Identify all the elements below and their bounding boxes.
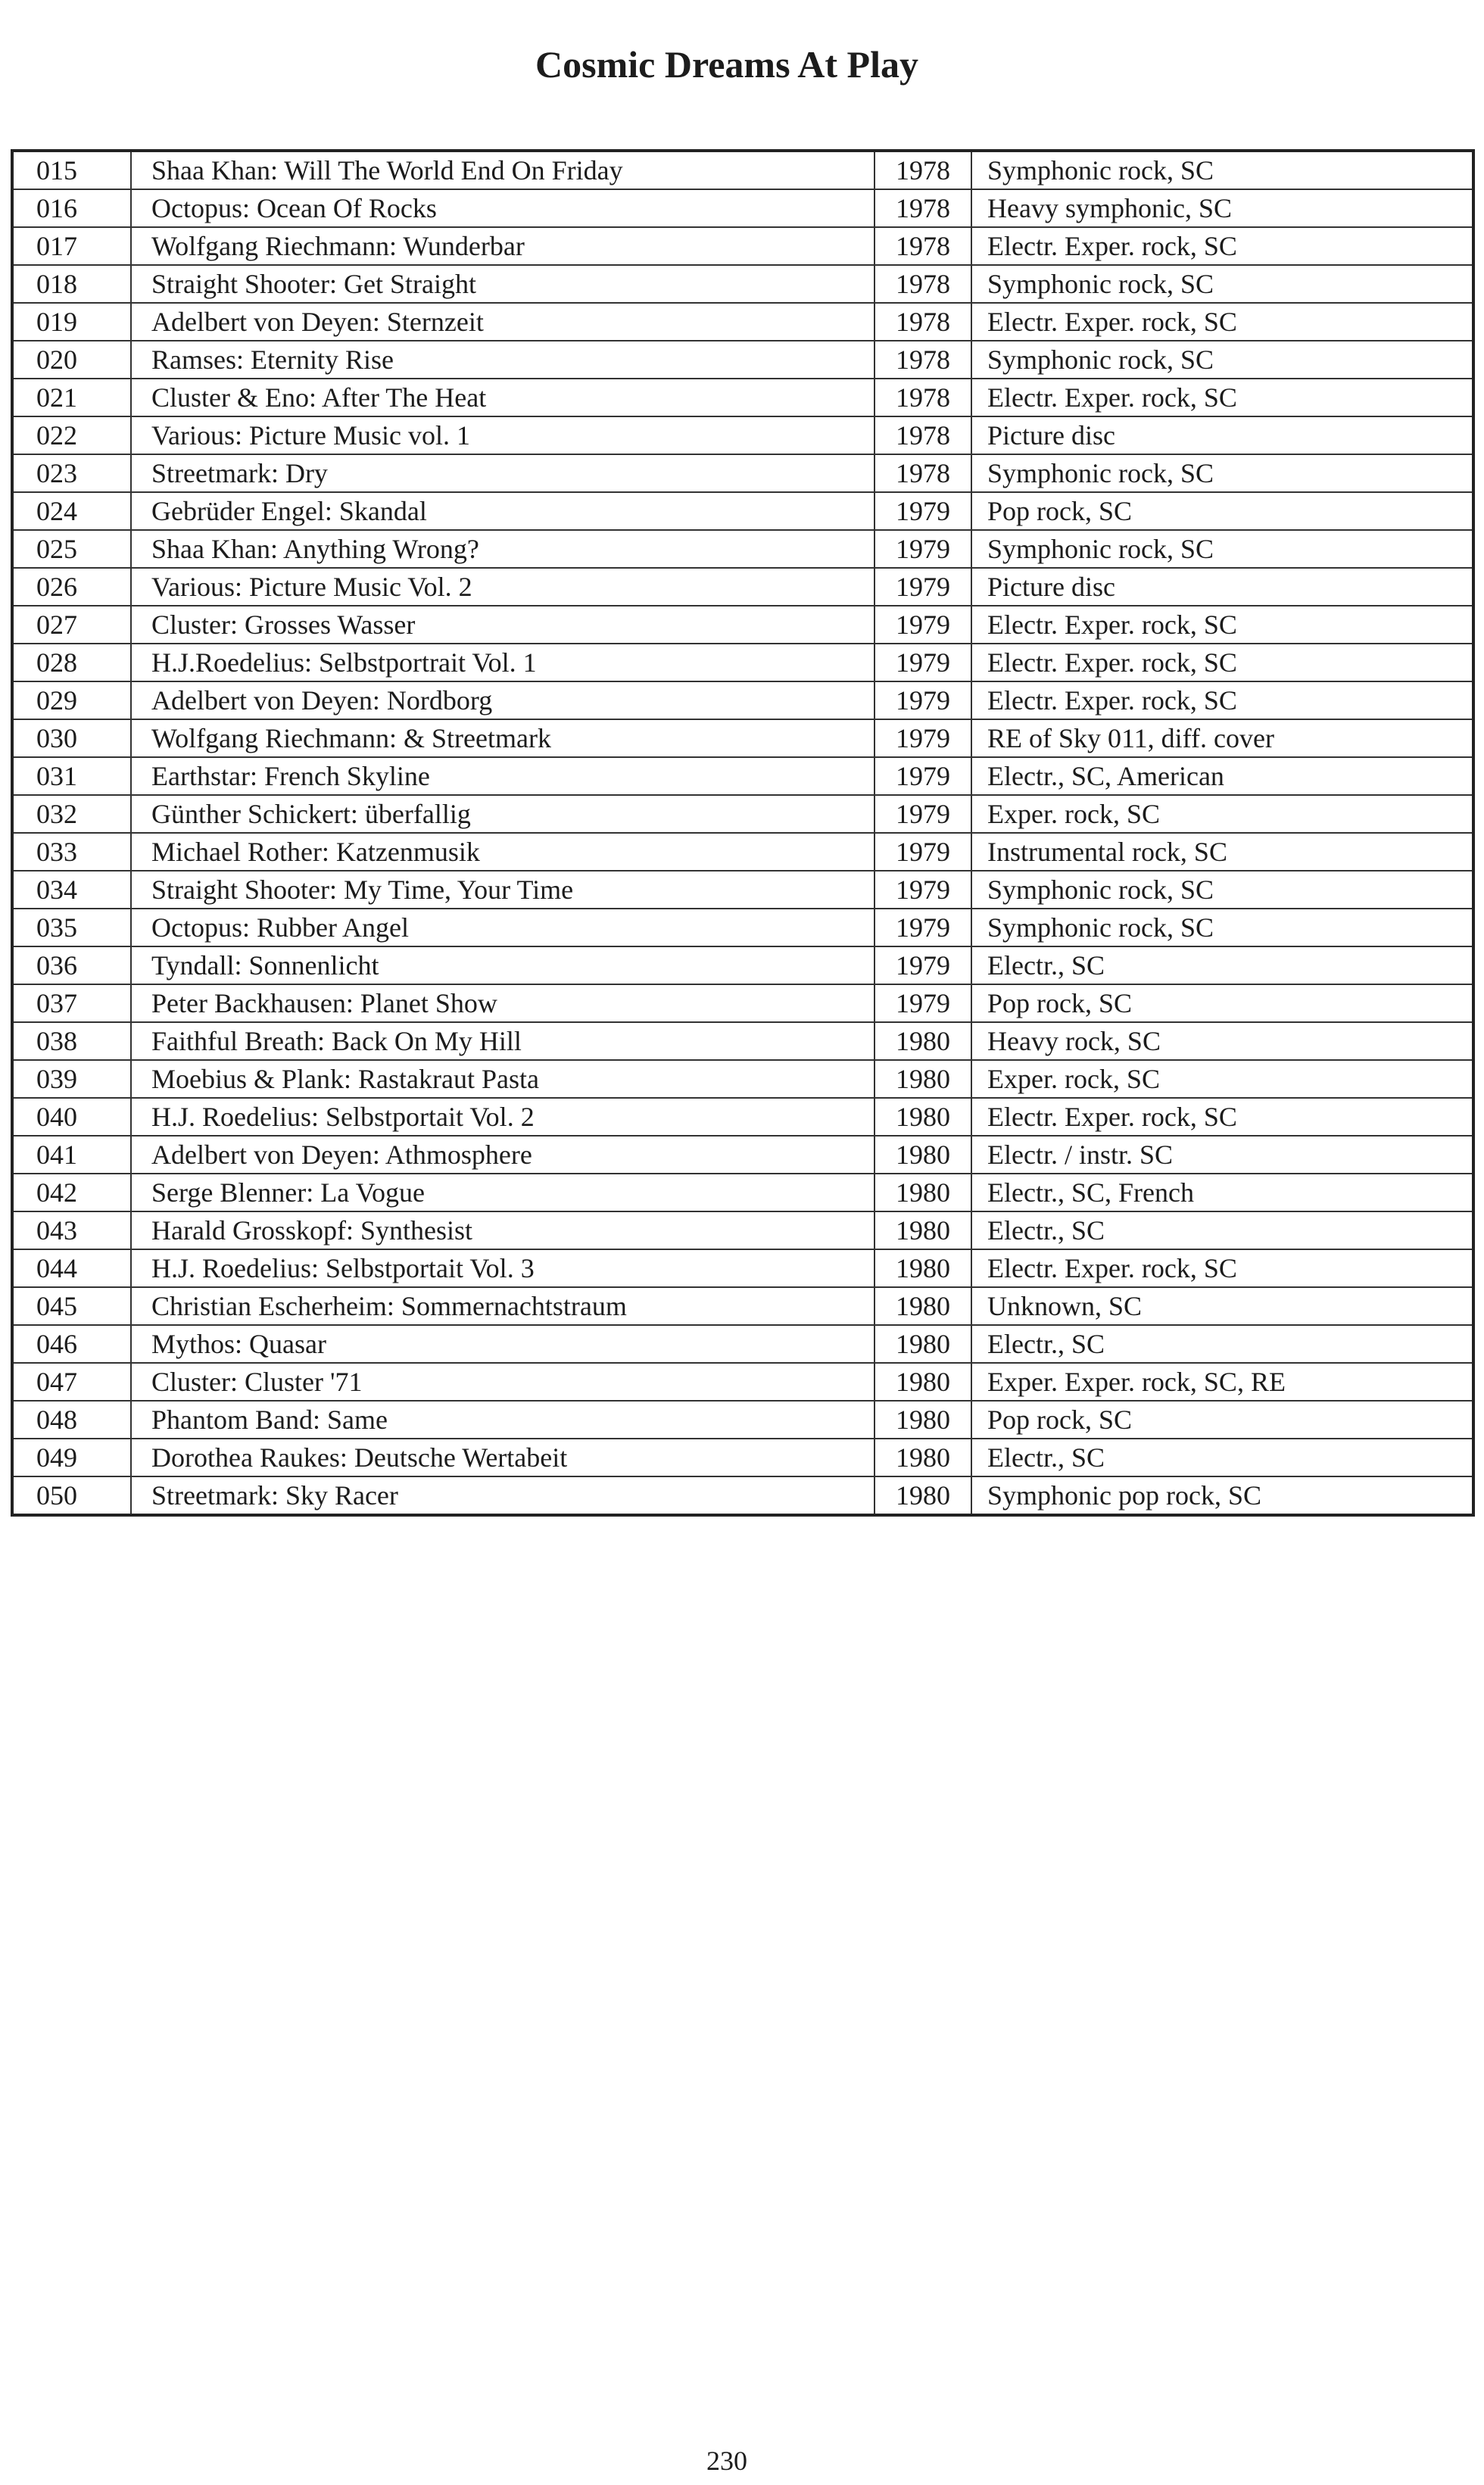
- year-cell: 1979: [874, 719, 971, 757]
- table-row: [14, 644, 1472, 681]
- style-cell: Symphonic rock, SC: [971, 909, 1472, 946]
- year-cell: 1978: [874, 454, 971, 492]
- artist-title-cell: Christian Escherheim: Sommernachtstraum: [131, 1287, 874, 1325]
- table-row: [14, 606, 1472, 644]
- catalog-number-cell: 028: [14, 644, 131, 681]
- catalog-number-cell: 045: [14, 1287, 131, 1325]
- catalog-number-cell: 036: [14, 946, 131, 984]
- artist-title-cell: Gebrüder Engel: Skandal: [131, 492, 874, 530]
- year-cell: 1980: [874, 1287, 971, 1325]
- table-row: [14, 833, 1472, 871]
- style-cell: Symphonic rock, SC: [971, 341, 1472, 379]
- year-cell: 1978: [874, 379, 971, 416]
- year-cell: 1979: [874, 681, 971, 719]
- catalog-number-cell: 020: [14, 341, 131, 379]
- catalog-number-cell: 048: [14, 1401, 131, 1439]
- catalog-number-cell: 025: [14, 530, 131, 568]
- table-row: [14, 530, 1472, 568]
- catalog-number-cell: 050: [14, 1476, 131, 1514]
- year-cell: 1980: [874, 1249, 971, 1287]
- style-cell: Electr., SC: [971, 1211, 1472, 1249]
- style-cell: Exper. rock, SC: [971, 795, 1472, 833]
- catalog-number-cell: 047: [14, 1363, 131, 1401]
- style-cell: Pop rock, SC: [971, 984, 1472, 1022]
- table-row: [14, 152, 1472, 189]
- table-row: [14, 1022, 1472, 1060]
- artist-title-cell: Faithful Breath: Back On My Hill: [131, 1022, 874, 1060]
- table-row: [14, 1060, 1472, 1098]
- style-cell: Exper. Exper. rock, SC, RE: [971, 1363, 1472, 1401]
- table-row: [14, 1211, 1472, 1249]
- year-cell: 1980: [874, 1174, 971, 1211]
- catalog-number-cell: 024: [14, 492, 131, 530]
- style-cell: Pop rock, SC: [971, 492, 1472, 530]
- table-row: [14, 492, 1472, 530]
- artist-title-cell: Tyndall: Sonnenlicht: [131, 946, 874, 984]
- year-cell: 1979: [874, 492, 971, 530]
- year-cell: 1979: [874, 946, 971, 984]
- catalog-number-cell: 017: [14, 227, 131, 265]
- catalog-number-cell: 044: [14, 1249, 131, 1287]
- page-number: 230: [706, 2446, 747, 2476]
- year-cell: 1980: [874, 1211, 971, 1249]
- artist-title-cell: Earthstar: French Skyline: [131, 757, 874, 795]
- catalog-number-cell: 043: [14, 1211, 131, 1249]
- artist-title-cell: Cluster: Cluster '71: [131, 1363, 874, 1401]
- table-row: [14, 1249, 1472, 1287]
- year-cell: 1978: [874, 227, 971, 265]
- table-row: [14, 416, 1472, 454]
- catalog-number-cell: 030: [14, 719, 131, 757]
- year-cell: 1978: [874, 265, 971, 303]
- artist-title-cell: Phantom Band: Same: [131, 1401, 874, 1439]
- year-cell: 1980: [874, 1136, 971, 1174]
- year-cell: 1980: [874, 1363, 971, 1401]
- year-cell: 1979: [874, 833, 971, 871]
- style-cell: Picture disc: [971, 568, 1472, 606]
- year-cell: 1978: [874, 152, 971, 189]
- artist-title-cell: Moebius & Plank: Rastakraut Pasta: [131, 1060, 874, 1098]
- style-cell: Electr. / instr. SC: [971, 1136, 1472, 1174]
- catalog-number-cell: 033: [14, 833, 131, 871]
- table-row: [14, 909, 1472, 946]
- year-cell: 1980: [874, 1060, 971, 1098]
- catalog-number-cell: 015: [14, 152, 131, 189]
- year-cell: 1979: [874, 644, 971, 681]
- year-cell: 1979: [874, 871, 971, 909]
- style-cell: Electr., SC, French: [971, 1174, 1472, 1211]
- artist-title-cell: Octopus: Ocean Of Rocks: [131, 189, 874, 227]
- year-cell: 1980: [874, 1401, 971, 1439]
- artist-title-cell: Mythos: Quasar: [131, 1325, 874, 1363]
- artist-title-cell: Streetmark: Sky Racer: [131, 1476, 874, 1514]
- table-row: [14, 227, 1472, 265]
- artist-title-cell: Harald Grosskopf: Synthesist: [131, 1211, 874, 1249]
- catalog-number-cell: 037: [14, 984, 131, 1022]
- catalog-number-cell: 026: [14, 568, 131, 606]
- artist-title-cell: Straight Shooter: Get Straight: [131, 265, 874, 303]
- year-cell: 1979: [874, 909, 971, 946]
- table-row: [14, 341, 1472, 379]
- year-cell: 1980: [874, 1325, 971, 1363]
- style-cell: Symphonic rock, SC: [971, 265, 1472, 303]
- year-cell: 1979: [874, 568, 971, 606]
- year-cell: 1979: [874, 530, 971, 568]
- style-cell: Electr. Exper. rock, SC: [971, 1098, 1472, 1136]
- table-row: [14, 1325, 1472, 1363]
- table-row: [14, 265, 1472, 303]
- style-cell: Electr. Exper. rock, SC: [971, 681, 1472, 719]
- catalog-number-cell: 019: [14, 303, 131, 341]
- catalog-number-cell: 042: [14, 1174, 131, 1211]
- table-row: [14, 303, 1472, 341]
- artist-title-cell: Various: Picture Music vol. 1: [131, 416, 874, 454]
- year-cell: 1979: [874, 757, 971, 795]
- table-row: [14, 1401, 1472, 1439]
- discography-table-frame: [11, 149, 1475, 1517]
- year-cell: 1980: [874, 1022, 971, 1060]
- style-cell: Symphonic rock, SC: [971, 454, 1472, 492]
- style-cell: Electr. Exper. rock, SC: [971, 303, 1472, 341]
- style-cell: Electr. Exper. rock, SC: [971, 227, 1472, 265]
- style-cell: Electr. Exper. rock, SC: [971, 1249, 1472, 1287]
- artist-title-cell: Serge Blenner: La Vogue: [131, 1174, 874, 1211]
- table-row: [14, 795, 1472, 833]
- style-cell: Heavy symphonic, SC: [971, 189, 1472, 227]
- artist-title-cell: Straight Shooter: My Time, Your Time: [131, 871, 874, 909]
- artist-title-cell: Cluster: Grosses Wasser: [131, 606, 874, 644]
- catalog-number-cell: 029: [14, 681, 131, 719]
- style-cell: Electr., SC: [971, 1439, 1472, 1476]
- style-cell: Symphonic rock, SC: [971, 871, 1472, 909]
- catalog-number-cell: 039: [14, 1060, 131, 1098]
- catalog-number-cell: 046: [14, 1325, 131, 1363]
- style-cell: Electr., SC, American: [971, 757, 1472, 795]
- year-cell: 1978: [874, 416, 971, 454]
- style-cell: Unknown, SC: [971, 1287, 1472, 1325]
- table-row: [14, 871, 1472, 909]
- table-row: [14, 757, 1472, 795]
- style-cell: Pop rock, SC: [971, 1401, 1472, 1439]
- catalog-number-cell: 034: [14, 871, 131, 909]
- artist-title-cell: Cluster & Eno: After The Heat: [131, 379, 874, 416]
- discography-table-body: [14, 152, 1472, 1514]
- year-cell: 1979: [874, 984, 971, 1022]
- discography-table: [14, 152, 1472, 1514]
- style-cell: Symphonic rock, SC: [971, 530, 1472, 568]
- style-cell: Electr., SC: [971, 946, 1472, 984]
- artist-title-cell: Adelbert von Deyen: Sternzeit: [131, 303, 874, 341]
- catalog-number-cell: 023: [14, 454, 131, 492]
- year-cell: 1980: [874, 1439, 971, 1476]
- table-row: [14, 1136, 1472, 1174]
- catalog-number-cell: 027: [14, 606, 131, 644]
- style-cell: Symphonic pop rock, SC: [971, 1476, 1472, 1514]
- artist-title-cell: Various: Picture Music Vol. 2: [131, 568, 874, 606]
- style-cell: RE of Sky 011, diff. cover: [971, 719, 1472, 757]
- year-cell: 1979: [874, 606, 971, 644]
- artist-title-cell: Günther Schickert: überfallig: [131, 795, 874, 833]
- table-row: [14, 189, 1472, 227]
- catalog-number-cell: 041: [14, 1136, 131, 1174]
- catalog-number-cell: 038: [14, 1022, 131, 1060]
- catalog-number-cell: 049: [14, 1439, 131, 1476]
- artist-title-cell: H.J.Roedelius: Selbstportrait Vol. 1: [131, 644, 874, 681]
- table-row: [14, 719, 1472, 757]
- artist-title-cell: Adelbert von Deyen: Nordborg: [131, 681, 874, 719]
- style-cell: Heavy rock, SC: [971, 1022, 1472, 1060]
- table-row: [14, 1287, 1472, 1325]
- style-cell: Electr. Exper. rock, SC: [971, 379, 1472, 416]
- year-cell: 1978: [874, 341, 971, 379]
- artist-title-cell: Shaa Khan: Will The World End On Friday: [131, 152, 874, 189]
- style-cell: Picture disc: [971, 416, 1472, 454]
- table-row: [14, 984, 1472, 1022]
- catalog-number-cell: 032: [14, 795, 131, 833]
- style-cell: Electr. Exper. rock, SC: [971, 644, 1472, 681]
- catalog-number-cell: 035: [14, 909, 131, 946]
- catalog-number-cell: 022: [14, 416, 131, 454]
- page-title: Cosmic Dreams At Play: [535, 43, 918, 86]
- catalog-number-cell: 040: [14, 1098, 131, 1136]
- artist-title-cell: H.J. Roedelius: Selbstportait Vol. 2: [131, 1098, 874, 1136]
- style-cell: Exper. rock, SC: [971, 1060, 1472, 1098]
- year-cell: 1980: [874, 1476, 971, 1514]
- artist-title-cell: Adelbert von Deyen: Athmosphere: [131, 1136, 874, 1174]
- artist-title-cell: Octopus: Rubber Angel: [131, 909, 874, 946]
- artist-title-cell: Wolfgang Riechmann: & Streetmark: [131, 719, 874, 757]
- year-cell: 1978: [874, 189, 971, 227]
- style-cell: Electr. Exper. rock, SC: [971, 606, 1472, 644]
- style-cell: Symphonic rock, SC: [971, 152, 1472, 189]
- artist-title-cell: Wolfgang Riechmann: Wunderbar: [131, 227, 874, 265]
- year-cell: 1978: [874, 303, 971, 341]
- table-row: [14, 454, 1472, 492]
- table-row: [14, 1174, 1472, 1211]
- table-row: [14, 379, 1472, 416]
- catalog-number-cell: 021: [14, 379, 131, 416]
- artist-title-cell: Peter Backhausen: Planet Show: [131, 984, 874, 1022]
- table-row: [14, 946, 1472, 984]
- year-cell: 1980: [874, 1098, 971, 1136]
- artist-title-cell: Ramses: Eternity Rise: [131, 341, 874, 379]
- year-cell: 1979: [874, 795, 971, 833]
- style-cell: Instrumental rock, SC: [971, 833, 1472, 871]
- catalog-number-cell: 031: [14, 757, 131, 795]
- artist-title-cell: Shaa Khan: Anything Wrong?: [131, 530, 874, 568]
- table-row: [14, 1439, 1472, 1476]
- catalog-number-cell: 018: [14, 265, 131, 303]
- artist-title-cell: Dorothea Raukes: Deutsche Wertabeit: [131, 1439, 874, 1476]
- table-row: [14, 1363, 1472, 1401]
- table-row: [14, 681, 1472, 719]
- artist-title-cell: Streetmark: Dry: [131, 454, 874, 492]
- style-cell: Electr., SC: [971, 1325, 1472, 1363]
- catalog-number-cell: 016: [14, 189, 131, 227]
- artist-title-cell: H.J. Roedelius: Selbstportait Vol. 3: [131, 1249, 874, 1287]
- table-row: [14, 1476, 1472, 1514]
- table-row: [14, 1098, 1472, 1136]
- table-row: [14, 568, 1472, 606]
- artist-title-cell: Michael Rother: Katzenmusik: [131, 833, 874, 871]
